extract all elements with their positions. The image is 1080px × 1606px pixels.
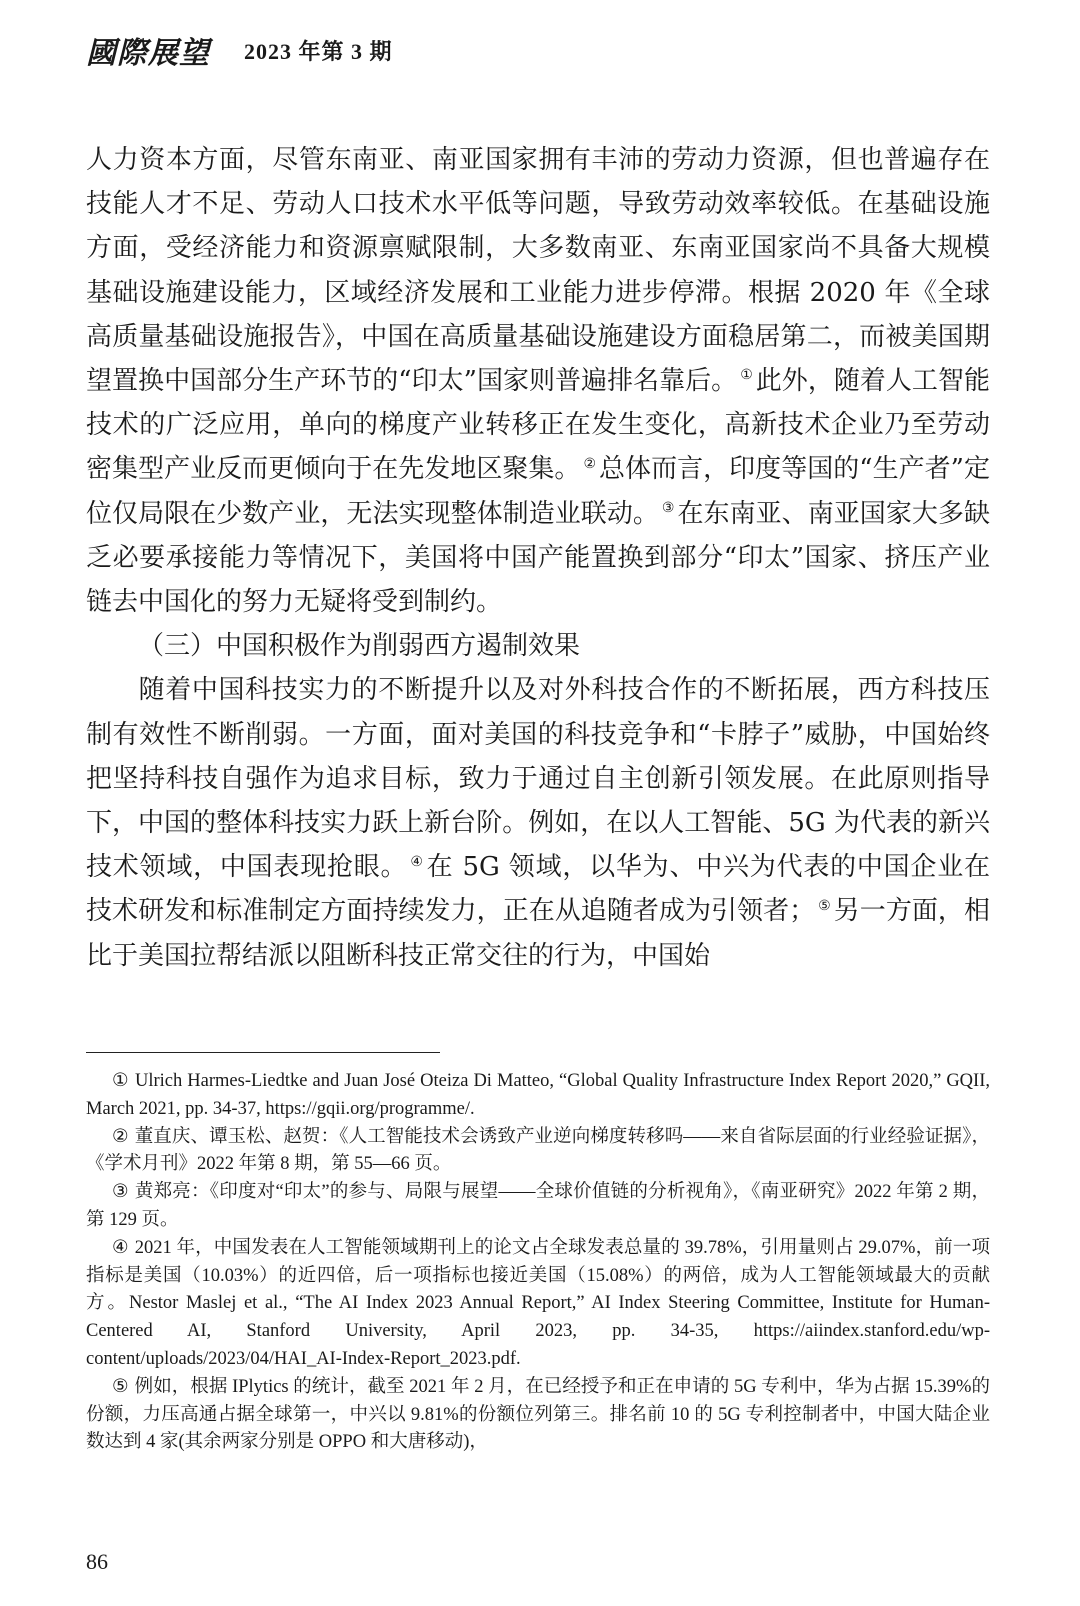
footnote-text: Ulrich Harmes-Liedtke and Juan José Oteiza Di Matteo, “Global Quality Infrastructure Index Report 2020,” GQII, March 2021, pp. 34-37, https://gqii.org/programme/.: [86, 1071, 990, 1119]
footnote-text: 董直庆、谭玉松、赵贺：《人工智能技术会诱致产业逆向梯度转移吗——来自省际层面的行业经验证据》，《学术月刊》2022 年第 8 期，第 55—66 页。: [86, 1126, 990, 1175]
paragraph-text: 随着中国科技实力的不断提升以及对外科技合作的不断拓展，西方科技压制有效性不断削弱。一方面，面对美国的科技竞争和“卡脖子”威胁，中国始终把坚持科技自强作为追求目标，致力于通过自主创新引领发展。在此原则指导下，中国的整体科技实力跃上新台阶。例如，在以人工智能、5G 为代表的新兴技术领域，中国表现抢眼。: [86, 675, 990, 883]
footnote-ref[interactable]: ①: [740, 367, 753, 384]
paragraph-text: 在东南亚、南亚国家大多缺乏必要承接能力等情况下，美国将中国产能置换到部分“印太”国家、挤压产业链去中国化的努力无疑将受到制约。: [86, 498, 990, 618]
page-number: 86: [86, 1549, 108, 1574]
main-text: [86, 138, 990, 978]
paragraph-text: 在 5G 领域，以华为、中兴为代表的中国企业在技术研发和标准制定方面持续发力，正在从追随者成为引领者；: [86, 852, 990, 927]
footnote-text: 黄郑亮：《印度对“印太”的参与、局限与展望——全球价值链的分析视角》，《南亚研究》2022 年第 2 期，第 129 页。: [86, 1182, 990, 1230]
footnote-mark: ②: [112, 1126, 129, 1147]
paragraph: [86, 138, 990, 624]
footnote-text: 例如，根据 IPlytics 的统计，截至 2021 年 2 月，在已经授予和正在申请的 5G 专利中，华为占据 15.39%的份额，力压高通占据全球第一，中兴以 9.81%的份额位列第三。排名前 10 的 5G 专利控制者中，中国大陆企业数达到 4 家(其余两家分别是 OPPO 和大唐移动)，: [86, 1376, 990, 1453]
footnote-divider: [86, 1052, 440, 1053]
footnote-mark: ③: [112, 1182, 129, 1203]
footnote-text: 2021 年，中国发表在人工智能领域期刊上的论文占全球发表总量的 39.78%，引用量则占 29.07%，前一项指标是美国（10.03%）的近四倍，后一项指标也接近美国（15.08%）的两倍，成为人工智能领域最大的贡献方。Nestor Maslej et al., “The AI Index 2023 Annual Report,” AI Index Steering Committee, Institute for Human-Centered AI, Stanford University, April 2023, pp. 34-35, https://aiindex.stanford.edu/wp-content/uploads/2023/04/HAI_AI-Index-Report_2023.pdf.: [86, 1237, 990, 1369]
footnote-ref[interactable]: ②: [583, 455, 597, 472]
footnote: [86, 1179, 990, 1235]
footnote-ref[interactable]: ⑤: [818, 897, 831, 914]
paragraph-text: 人力资本方面，尽管东南亚、南亚国家拥有丰沛的劳动力资源，但也普遍存在技能人才不足、劳动人口技术水平低等问题，导致劳动效率较低。在基础设施方面，受经济能力和资源禀赋限制，大多数南亚、东南亚国家尚不具备大规模基础设施建设能力，区域经济发展和工业能力进步停滞。根据 2020 年《全球高质量基础设施报告》，中国在高质量基础设施建设方面稳居第二，而被美国期望置换中国部分生产环节的“印太”国家则普遍排名靠后。: [86, 145, 990, 397]
paragraph-text: 此外，随着人工智能技术的广泛应用，单向的梯度产业转移正在发生变化，高新技术企业乃至劳动密集型产业反而更倾向于在先发地区聚集。: [86, 366, 990, 485]
footnote: [86, 1235, 990, 1374]
section-heading: （三）中国积极作为削弱西方遏制效果: [138, 631, 581, 662]
footnotes: [86, 1068, 990, 1457]
footnote: [86, 1124, 990, 1180]
journal-logo: 國際展望: [86, 36, 210, 71]
issue-label: 2023 年第 3 期: [244, 38, 393, 64]
footnote-ref[interactable]: ③: [661, 499, 675, 516]
footnote: [86, 1374, 990, 1457]
page-header: [86, 28, 393, 72]
footnote-mark: ①: [112, 1071, 129, 1091]
paragraph-text: 总体而言，印度等国的“生产者”定位仅局限在少数产业，无法实现整体制造业联动。: [86, 454, 990, 529]
paragraph-text: 另一方面，相比于美国拉帮结派以阻断科技正常交往的行为，中国始: [86, 896, 990, 971]
footnote-mark: ⑤: [112, 1376, 129, 1397]
paragraph: [86, 668, 990, 977]
footnote-ref[interactable]: ④: [410, 853, 424, 870]
footnote: [86, 1068, 990, 1124]
footnote-mark: ④: [112, 1237, 129, 1258]
